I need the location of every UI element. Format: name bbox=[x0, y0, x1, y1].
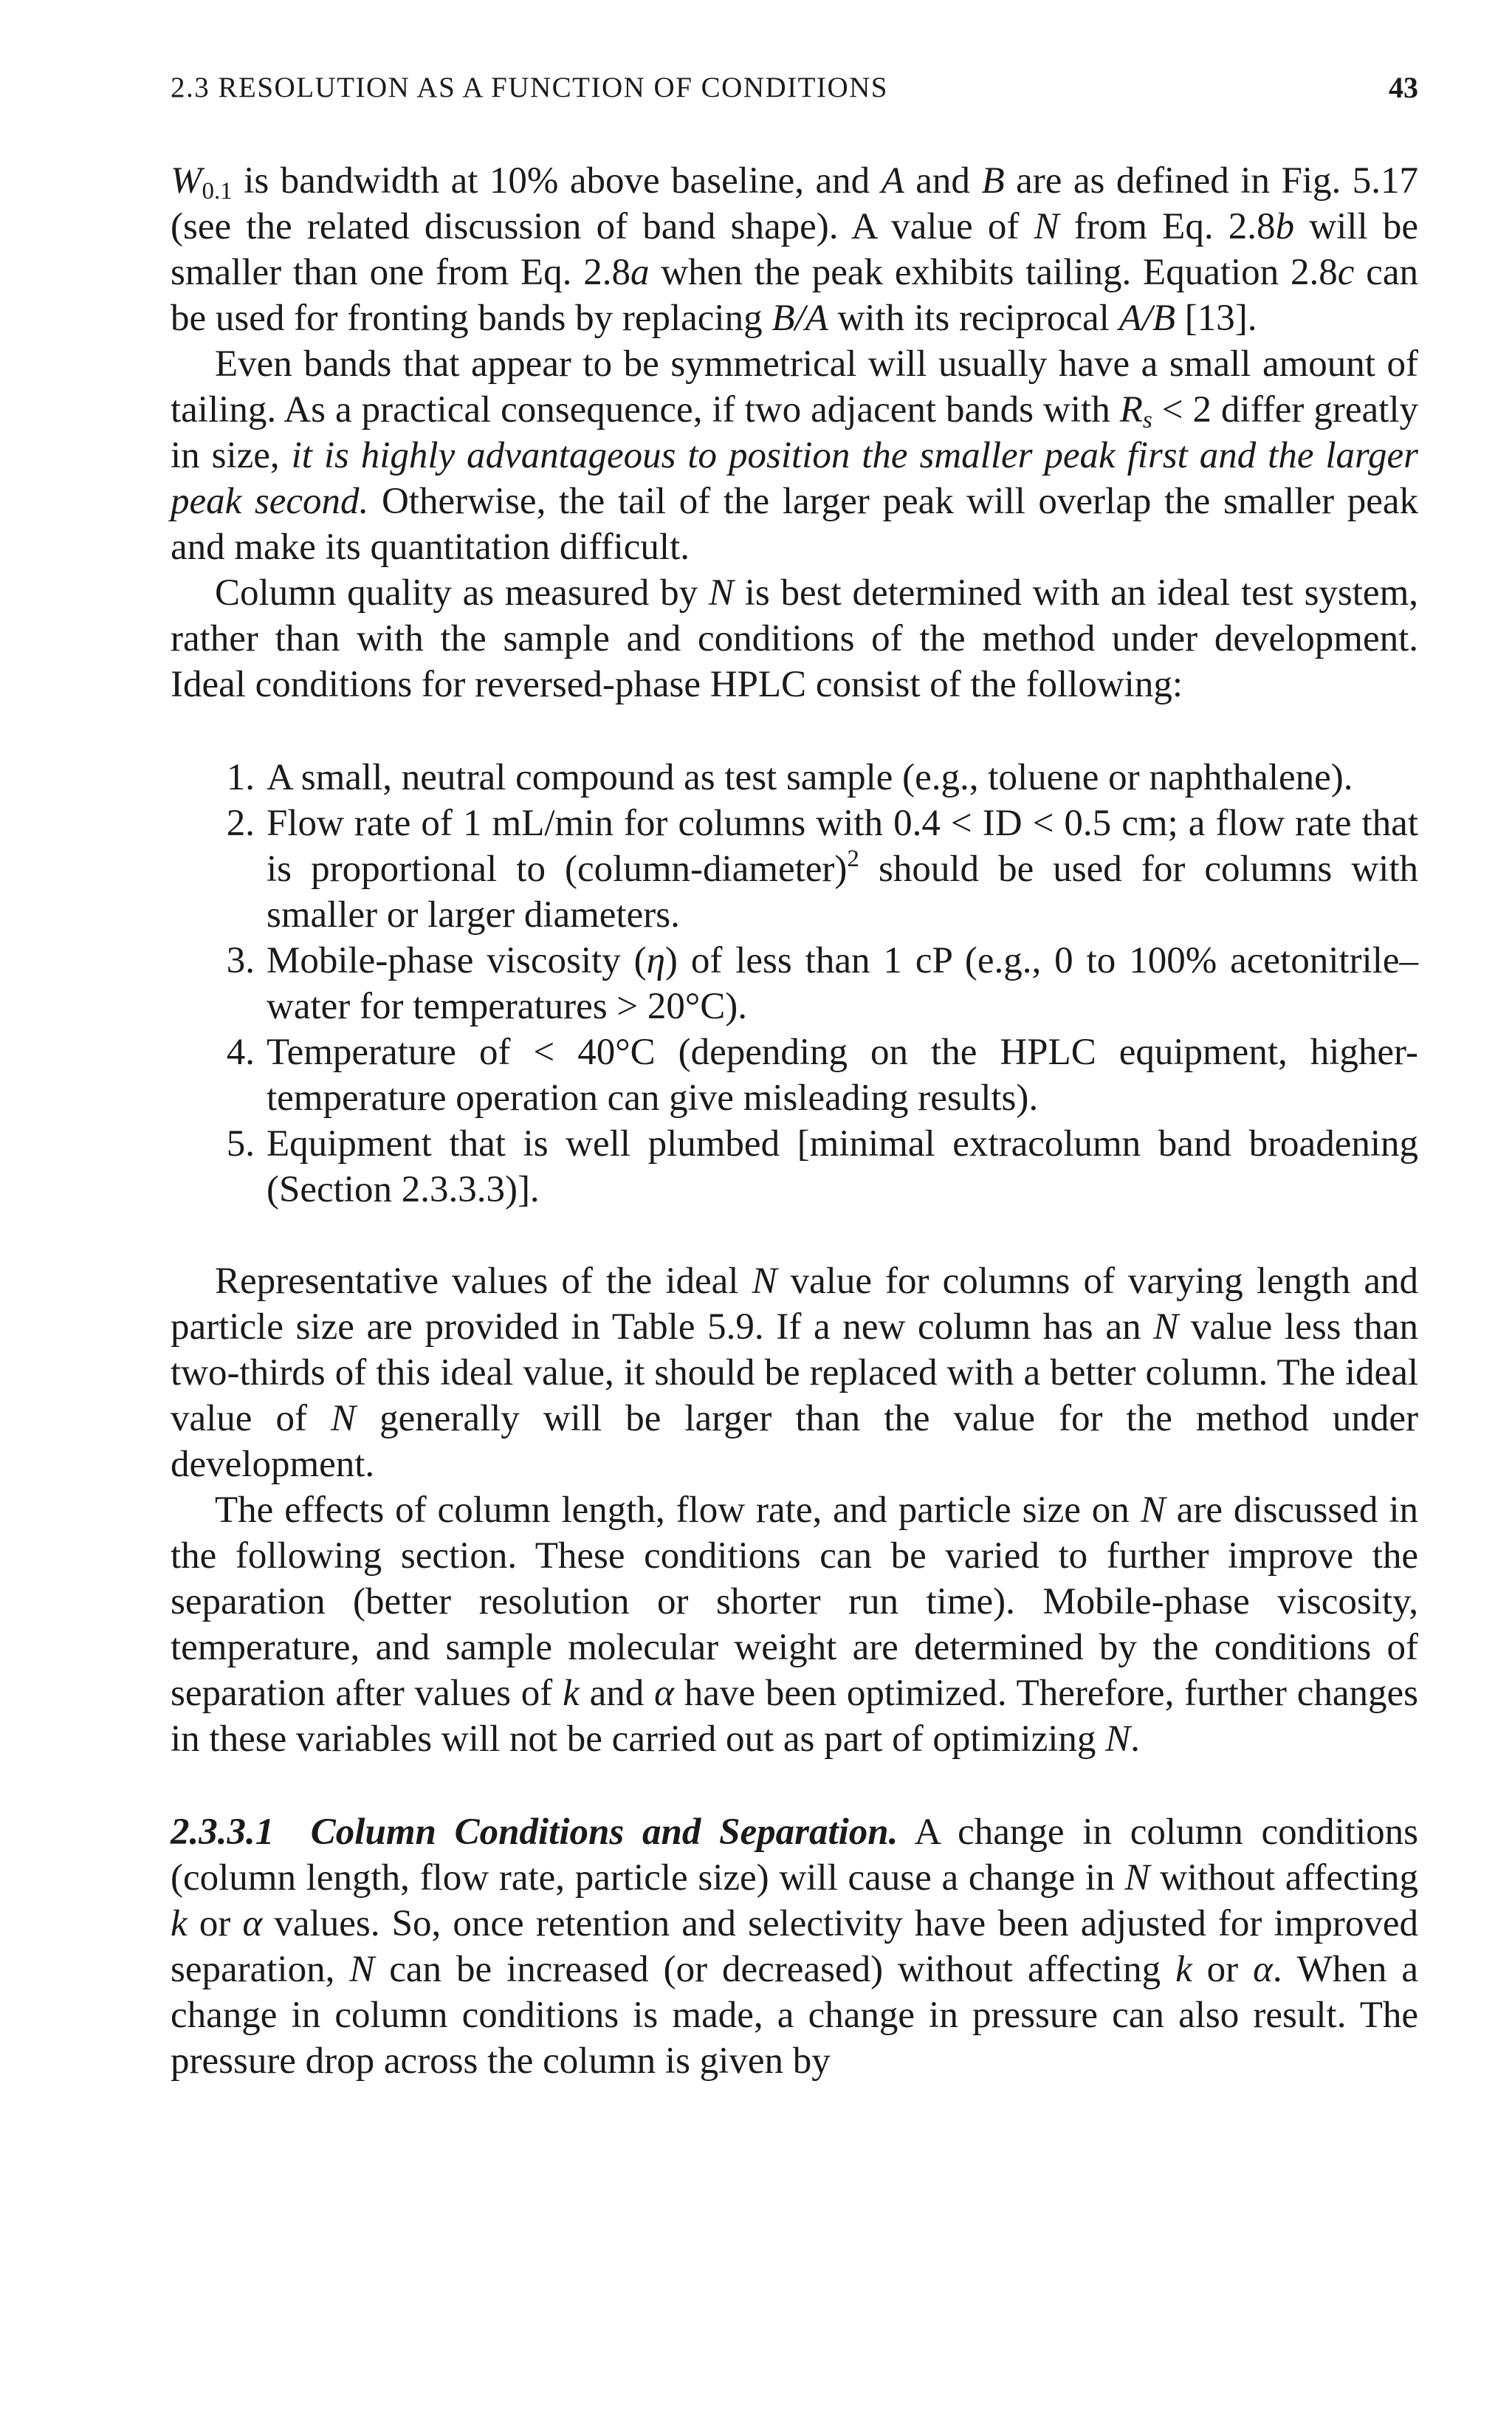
list-number: 5. bbox=[226, 1123, 255, 1165]
text-run: . When a change in column conditions is made, a change in pressure can also result. The pressure drop across the column is given by bbox=[171, 1949, 1419, 2082]
text-run: ) of less than 1 cP (e.g., 0 to 100% acetonitrile–water for temperatures > 20°C). bbox=[267, 940, 1418, 1027]
symbol-b: B bbox=[981, 160, 1005, 202]
text-run: Column quality as measured by bbox=[215, 572, 709, 614]
symbol-n: N bbox=[708, 572, 734, 614]
symbol-n: N bbox=[1140, 1489, 1166, 1531]
symbol-n: N bbox=[331, 1398, 357, 1439]
text-run: The effects of column length, flow rate, and particle size on bbox=[215, 1489, 1141, 1531]
text-run: or bbox=[187, 1903, 243, 1944]
list-item bbox=[171, 938, 1418, 1029]
subscript: 0.1 bbox=[202, 178, 233, 205]
text-run: A change in column conditions (column length, flow rate, particle size) will cause a change in bbox=[171, 1811, 1418, 1899]
text-run: is best determined with an ideal test system, rather than with the sample and conditions of the method under development. Ideal conditions for reversed-phase HPLC consist of the following: bbox=[171, 572, 1418, 705]
superscript: 2 bbox=[847, 846, 859, 872]
section-number: 2.3.3.1 bbox=[171, 1811, 275, 1853]
text-run: Otherwise, the tail of the larger peak will overlap the smaller peak and make its quantitation difficult. bbox=[171, 481, 1418, 568]
section-title: Column Conditions and Separation. bbox=[310, 1811, 898, 1853]
list-text: Equipment that is well plumbed [minimal extracolumn band broadening (Section 2.3.3.3)]. bbox=[267, 1123, 1418, 1210]
symbol-ratio: A/B bbox=[1118, 298, 1176, 339]
text-run: . bbox=[1130, 1718, 1140, 1760]
symbol-n: N bbox=[1124, 1857, 1150, 1899]
text-run: or bbox=[1192, 1949, 1254, 1990]
symbol-ratio: B/A bbox=[772, 298, 828, 339]
text-run: have been optimized. Therefore, further changes in these variables will not be carried out as part of optimizing bbox=[171, 1673, 1419, 1760]
section-2-3-3-1 bbox=[171, 1809, 1418, 2084]
text-run: generally will be larger than the value for the method under development. bbox=[171, 1398, 1418, 1485]
text-run: is bandwidth at 10% above baseline, and bbox=[232, 160, 882, 202]
paragraph-2 bbox=[171, 341, 1418, 570]
text-run: can be used for fronting bands by replacing bbox=[171, 252, 1419, 339]
symbol-n: N bbox=[1105, 1718, 1131, 1760]
paragraph-1 bbox=[171, 158, 1418, 341]
text-run: from Eq. 2.8 bbox=[1059, 206, 1276, 247]
text-run: Representative values of the ideal bbox=[215, 1261, 752, 1302]
text-run: Even bands that appear to be symmetrical will usually have a small amount of tailing. As a practical consequence, if two adjacent bands with bbox=[171, 343, 1418, 431]
list-number: 3. bbox=[226, 940, 255, 981]
text-run: Mobile-phase viscosity ( bbox=[267, 940, 647, 981]
symbol-alpha: α bbox=[242, 1903, 263, 1944]
symbol-k: k bbox=[1175, 1949, 1192, 1990]
symbol-a: A bbox=[881, 160, 904, 202]
eq-letter: b bbox=[1275, 206, 1295, 247]
text-run: < 2 differ greatly in size, bbox=[171, 389, 1418, 476]
list-item bbox=[171, 800, 1418, 938]
text-run: without affecting bbox=[1150, 1857, 1418, 1899]
symbol-alpha: α bbox=[1253, 1949, 1273, 1990]
paragraph-4 bbox=[171, 1258, 1418, 1487]
symbol-alpha: α bbox=[654, 1673, 674, 1714]
list-text bbox=[267, 800, 1418, 938]
text-run: value for columns of varying length and particle size are provided in Table 5.9. If a new column has an bbox=[171, 1261, 1418, 1348]
subscript: s bbox=[1142, 407, 1152, 433]
list-item bbox=[171, 755, 1418, 800]
text-run: and bbox=[904, 160, 982, 202]
text-run: are as defined in Fig. 5.17 (see the related discussion of band shape). A value of bbox=[171, 160, 1418, 247]
emphasis: it is highly advantageous to position the smaller peak first and the larger peak second. bbox=[171, 435, 1418, 522]
symbol-k: k bbox=[563, 1673, 580, 1714]
list-number: 1. bbox=[226, 757, 255, 798]
page-header bbox=[171, 65, 1418, 112]
list-number: 2. bbox=[226, 803, 255, 844]
running-head: 2.3 RESOLUTION AS A FUNCTION OF CONDITIONS bbox=[171, 72, 888, 103]
text-run: when the peak exhibits tailing. Equation 2.8 bbox=[649, 252, 1338, 293]
body-text bbox=[171, 158, 1418, 2084]
text-run: Flow rate of 1 mL/min for columns with 0.4 < ID < 0.5 cm; a flow rate that is proportional to (column-diameter) bbox=[267, 803, 1418, 890]
symbol-w: W bbox=[171, 160, 202, 202]
symbol-n: N bbox=[752, 1261, 777, 1302]
list-number: 4. bbox=[226, 1032, 255, 1073]
text-run: values. So, once retention and selectivity have been adjusted for improved separation, bbox=[171, 1903, 1418, 1990]
page-number: 43 bbox=[1389, 71, 1418, 104]
text-run: and bbox=[579, 1673, 655, 1714]
symbol-n: N bbox=[349, 1949, 375, 1990]
text-run: can be increased (or decreased) without affecting bbox=[374, 1949, 1176, 1990]
list-text bbox=[267, 938, 1418, 1029]
list-item bbox=[171, 1029, 1418, 1121]
text-run: are discussed in the following section. These conditions can be varied to further improve the separation (better resolution or shorter run time). Mobile-phase viscosity, temperature, and sample molecular weight are determined by the conditions of separation after values of bbox=[171, 1489, 1418, 1714]
text-run: with its reciprocal bbox=[828, 298, 1119, 339]
list-text: A small, neutral compound as test sample (e.g., toluene or naphthalene). bbox=[267, 757, 1353, 798]
eq-letter: c bbox=[1337, 252, 1355, 293]
symbol-k: k bbox=[171, 1903, 188, 1944]
list-text: Temperature of < 40°C (depending on the HPLC equipment, higher-temperature operation can give misleading results). bbox=[267, 1032, 1418, 1119]
paragraph-5 bbox=[171, 1487, 1418, 1762]
eq-letter: a bbox=[630, 252, 650, 293]
text-run: should be used for columns with smaller or larger diameters. bbox=[267, 848, 1418, 936]
text-run: value less than two-thirds of this ideal value, it should be replaced with a better column. The ideal value of bbox=[171, 1306, 1419, 1439]
symbol-r: R bbox=[1119, 389, 1143, 431]
text-run: will be smaller than one from Eq. 2.8 bbox=[171, 206, 1418, 293]
symbol-eta: η bbox=[646, 940, 665, 981]
symbol-n: N bbox=[1153, 1306, 1179, 1348]
list-item bbox=[171, 1121, 1418, 1213]
text-run: [13]. bbox=[1175, 298, 1257, 339]
ideal-conditions-list bbox=[171, 755, 1418, 1213]
symbol-n: N bbox=[1034, 206, 1059, 247]
paragraph-3 bbox=[171, 570, 1418, 707]
